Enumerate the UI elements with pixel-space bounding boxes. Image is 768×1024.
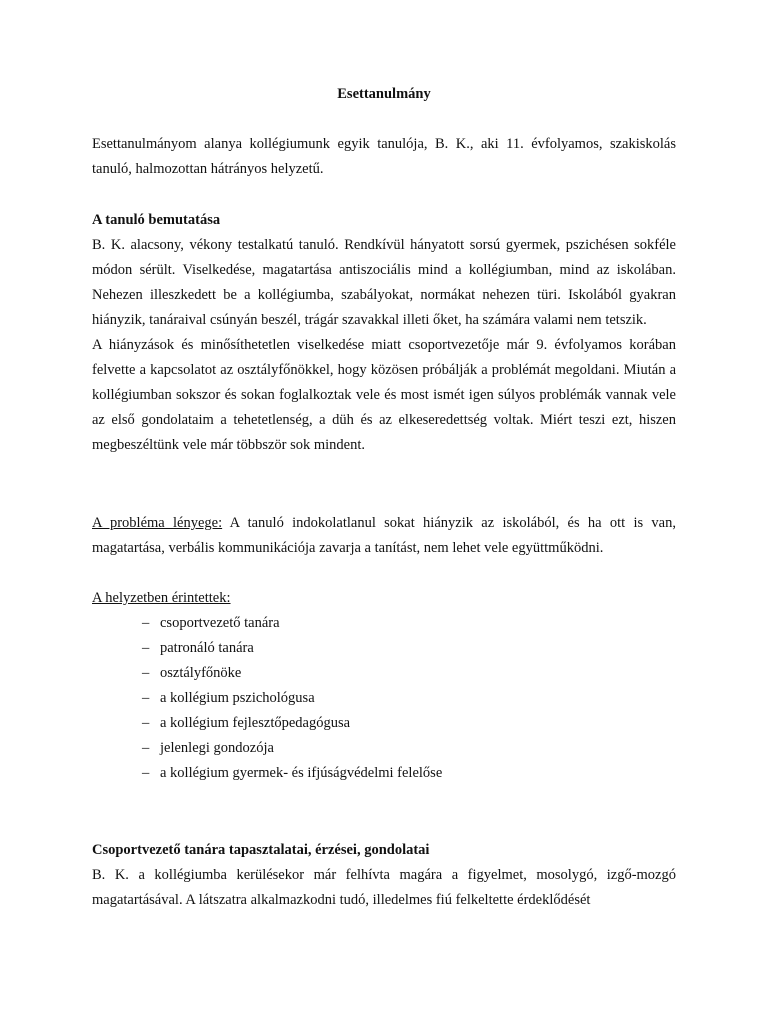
student-paragraph-2: A hiányzások és minősíthetetlen viselkedése miatt csoportvezetője már 9. évfolyamos korában felvette a kapcsolatot az osztályfőnökkel, hogy közösen próbálják a problémát megoldani. Miután a kollégiumban sokszor és sokan foglalkoztak vele és most ismét igen súlyos problémák vannak vele az első gondolataim a tehetetlenség, a düh és az elkeseredettség voltak. Miért teszi ezt, hiszen megbeszéltünk vele már többször sok mindent. — [92, 337, 676, 453]
intro-block — [92, 132, 676, 182]
section-teacher-experience — [92, 838, 676, 863]
intro-paragraph: Esettanulmányom alanya kollégiumunk egyik tanulója, B. K., aki 11. évfolyamos, szakiskolás tanuló, halmozottan hátrányos helyzetű. — [92, 136, 676, 177]
problem-paragraph — [92, 511, 676, 561]
list-item: – a kollégium gyermek- és ifjúságvédelmi felelőse — [92, 761, 676, 786]
list-item: – jelenlegi gondozója — [92, 736, 676, 761]
list-item: – osztályfőnöke — [92, 661, 676, 686]
list-item: – a kollégium pszichológusa — [92, 686, 676, 711]
affected-label: A helyzetben érintettek: — [92, 590, 231, 606]
affected-list — [92, 611, 676, 786]
section-student-intro — [92, 208, 676, 458]
problem-block — [92, 511, 676, 561]
teacher-block — [92, 863, 676, 913]
list-item: – csoportvezető tanára — [92, 611, 676, 636]
affected-block — [92, 586, 676, 786]
section-heading-student: A tanuló bemutatása — [92, 212, 221, 228]
student-paragraph-1: B. K. alacsony, vékony testalkatú tanuló. Rendkívül hányatott sorsú gyermek, pszichésen sokféle módon sérült. Viselkedése, magatartása antiszociális mind a kollégiumban, mind az iskolában. Nehezen illeszkedett be a kollégiumba, szabályokat, normákat nehezen türi. Iskolából gyakran hiányzik, tanáraival csúnyán beszél, trágár szavakkal illeti őket, ha számára valami nem tetszik. — [92, 237, 676, 328]
problem-label: A probléma lényege: — [92, 515, 223, 531]
teacher-paragraph-1: B. K. a kollégiumba kerülésekor már felhívta magára a figyelmet, mosolygó, izgő-mozgó magatartásával. A látszatra alkalmazkodni tudó, illedelmes fiú felkeltette érdeklődését — [92, 867, 676, 908]
section-heading-teacher: Csoportvezető tanára tapasztalatai, érzései, gondolatai — [92, 842, 430, 858]
problem-text: A tanuló indokolatlanul sokat hiányzik az iskolából, és ha ott is van, magatartása, verbális kommunikációja zavarja a tanítást, nem lehet vele együttműködni. — [92, 515, 676, 556]
list-item: – patronáló tanára — [92, 636, 676, 661]
list-item: – a kollégium fejlesztőpedagógusa — [92, 711, 676, 736]
page-title: Esettanulmány — [337, 86, 431, 102]
